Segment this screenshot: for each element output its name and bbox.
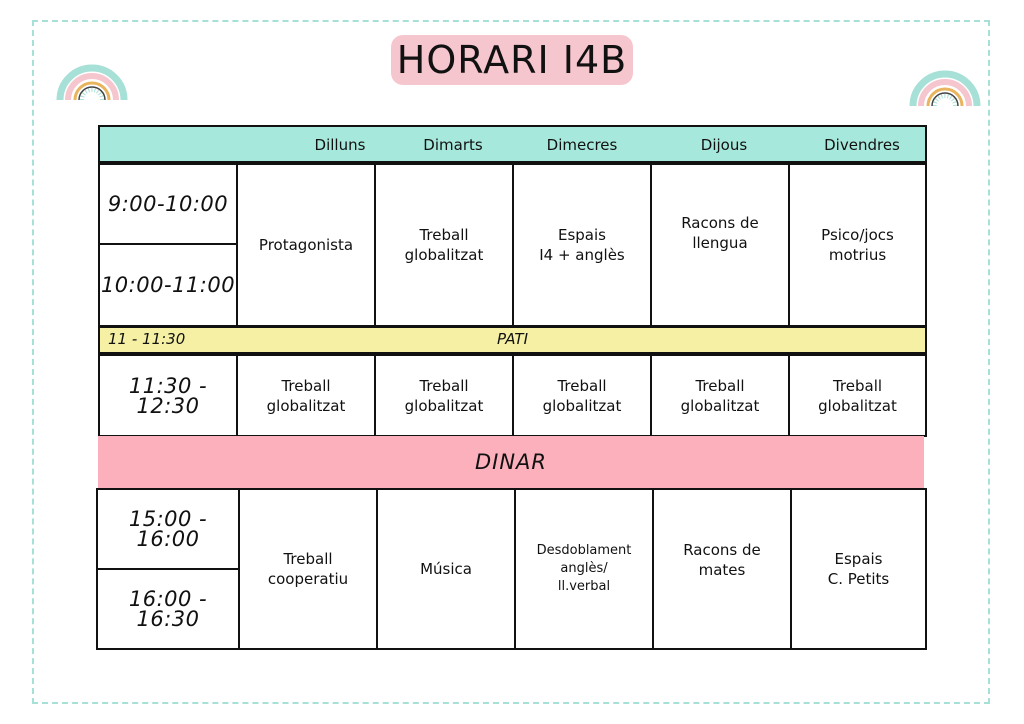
schedule-cell: Treball globalitzat — [374, 354, 514, 437]
day-wednesday: Dimecres — [546, 136, 618, 154]
break-time: 11 - 11:30 — [108, 330, 186, 348]
day-thursday: Dijous — [700, 136, 748, 154]
page-title: HORARI I4B — [391, 35, 633, 85]
time-slot: 15:00 - 16:00 — [96, 488, 240, 570]
rainbow-icon-left — [52, 30, 132, 104]
schedule-cell: Treball globalitzat — [650, 354, 790, 437]
schedule-cell: Treball globalitzat — [788, 354, 927, 437]
schedule-cell: Espais I4 + anglès — [512, 163, 652, 327]
schedule-cell: Treball globalitzat — [512, 354, 652, 437]
days-header-row — [98, 125, 927, 163]
break-label: PATI — [496, 330, 529, 348]
schedule-cell: Treball globalitzat — [236, 354, 376, 437]
time-slot: 11:30 - 12:30 — [98, 354, 238, 437]
day-tuesday: Dimarts — [423, 136, 483, 154]
time-slot: 10:00-11:00 — [98, 243, 238, 327]
lunch-row: DINAR — [98, 436, 924, 488]
schedule-cell: Protagonista — [236, 163, 376, 327]
time-slot: 9:00-10:00 — [98, 163, 238, 245]
schedule-cell: Espais C. Petits — [790, 488, 927, 650]
schedule-cell: Racons de mates — [652, 488, 792, 650]
schedule-cell: Desdoblament anglès/ ll.verbal — [514, 488, 654, 650]
schedule-cell: Treball globalitzat — [374, 163, 514, 327]
schedule-cell: Treball cooperatiu — [238, 488, 378, 650]
day-friday: Divendres — [824, 136, 900, 154]
schedule-cell: Música — [376, 488, 516, 650]
time-slot: 16:00 - 16:30 — [96, 568, 240, 650]
schedule-cell: Psico/jocs motrius — [788, 163, 927, 327]
break-row — [98, 326, 927, 354]
day-monday: Dilluns — [314, 136, 366, 154]
rainbow-icon-right — [905, 36, 985, 110]
schedule-cell: Racons de llengua — [650, 163, 790, 327]
